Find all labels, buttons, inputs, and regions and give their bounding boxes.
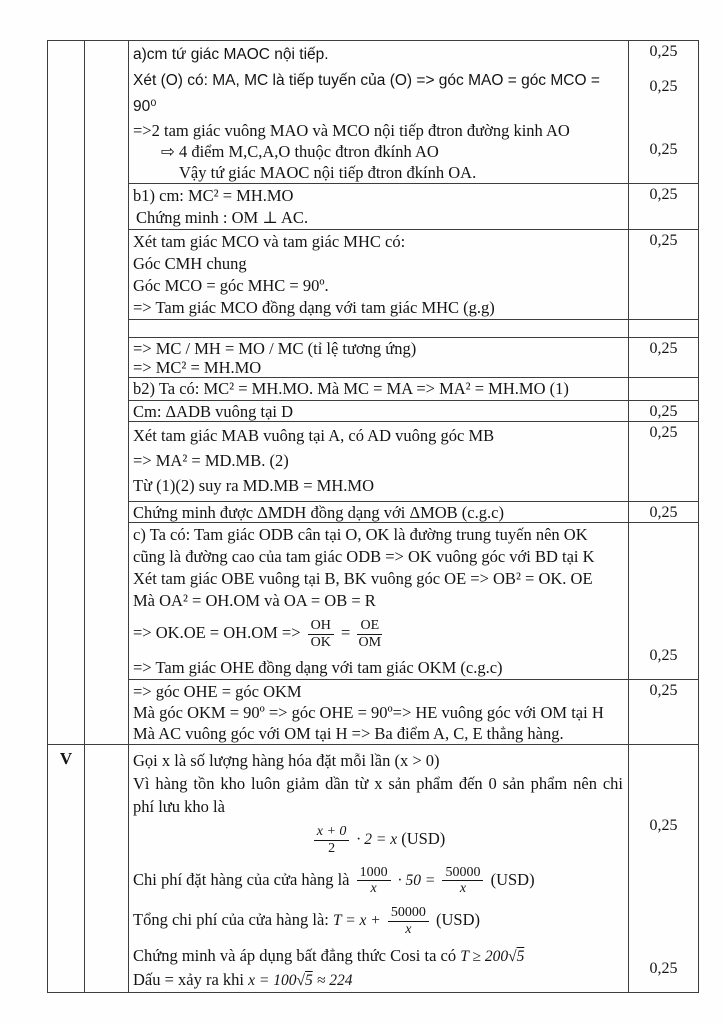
table-row-spacer	[129, 320, 698, 338]
score-cell	[629, 41, 698, 183]
fraction-numerator: OE	[357, 618, 382, 635]
score-cell	[629, 680, 698, 744]
equals-sign: =	[341, 622, 351, 642]
content-cell	[129, 41, 629, 183]
fraction	[388, 905, 429, 937]
answer-line: Gọi x là số lượng hàng hóa đặt mỗi lần (x > 0)	[133, 751, 440, 771]
formula-expression: x = 100√	[248, 972, 306, 990]
table-row-mdh	[129, 502, 698, 523]
table-row-b2	[129, 378, 698, 401]
square-root-radicand: 5	[516, 948, 525, 966]
table-row-mco	[129, 230, 698, 320]
formula-prefix: Chứng minh và áp dụng bất đẳng thức Cosi ta có	[133, 946, 457, 966]
table-row-ohe	[129, 680, 698, 744]
answer-line: Vì hàng tồn kho luôn giảm dần từ x sản phẩm đến 0 sản phẩm nên chi	[133, 774, 623, 794]
answer-line: Xét tam giác OBE vuông tại B, BK vuông góc OE => OB² = OK. OE	[133, 569, 593, 588]
score-cell	[629, 401, 698, 421]
answer-line: Cm: ΔADB vuông tại D	[133, 402, 294, 421]
score-value: 0,25	[649, 340, 678, 357]
answer-line	[133, 968, 623, 992]
question-number-cell	[48, 41, 85, 744]
section-iv-band	[48, 41, 698, 744]
score-value: 0,25	[649, 141, 678, 158]
answer-line: Xét tam giác MAB vuông tại A, có AD vuông góc MB	[133, 426, 495, 445]
score-cell	[629, 523, 698, 679]
score-cell	[629, 320, 698, 337]
formula-expression: · 2 = x	[356, 831, 398, 849]
sub-index-cell	[85, 745, 129, 992]
answer-line: Xét (O) có: MA, MC là tiếp tuyến của (O) => góc MAO = góc MCO = 90⁰	[133, 72, 600, 115]
table-row-adb	[129, 401, 698, 422]
fraction-numerator: 50000	[442, 865, 483, 882]
answer-line: Chứng minh : OM ⊥ AC.	[136, 208, 309, 227]
formula-line-total-cost	[133, 904, 623, 938]
content-cell	[129, 378, 629, 400]
answer-line: phí lưu kho là	[133, 797, 225, 817]
fraction-numerator: 1000	[357, 865, 391, 882]
formula-expression: T ≥ 200√	[460, 948, 517, 966]
score-cell	[629, 338, 698, 377]
score-cell	[629, 422, 698, 501]
score-cell	[629, 502, 698, 522]
score-value: 0,25	[649, 817, 678, 835]
score-value: 0,25	[649, 232, 678, 249]
content-cell	[129, 422, 629, 501]
score-value: 0,25	[649, 960, 678, 978]
content-cell	[129, 680, 629, 744]
fraction-denominator: 2	[328, 841, 336, 857]
formula-line-storage-cost	[133, 823, 623, 857]
answer-line: Từ (1)(2) suy ra MD.MB = MH.MO	[133, 476, 374, 495]
fraction	[442, 865, 483, 897]
answer-line: Mà góc OKM = 90º => góc OHE = 90º=> HE vuông góc với OM tại H	[133, 703, 604, 723]
answer-line: b2) Ta có: MC² = MH.MO. Mà MC = MA => MA² = MH.MO (1)	[133, 379, 569, 398]
answer-line: cũng là đường cao của tam giác ODB => OK vuông góc với BD tại K	[133, 547, 595, 566]
score-value: 0,25	[649, 78, 678, 95]
table-row-ratio	[129, 338, 698, 378]
fraction-denominator: OK	[310, 634, 331, 650]
formula-prefix: Dấu = xảy ra khi	[133, 970, 245, 990]
formula-prefix: Tổng chi phí của cửa hàng là:	[133, 909, 329, 929]
table-row-mab	[129, 422, 698, 502]
content-cell	[129, 184, 629, 229]
fraction-numerator: x + 0	[314, 824, 350, 841]
formula-unit: (USD)	[490, 869, 535, 889]
answer-line: Góc MCO = góc MHC = 90º.	[133, 276, 329, 295]
content-cell	[129, 230, 629, 319]
score-cell	[629, 745, 698, 992]
score-cell	[629, 184, 698, 229]
answer-line: => Tam giác MCO đồng dạng với tam giác MHC (g.g)	[133, 298, 495, 317]
answer-table	[47, 40, 699, 993]
section-v-band	[48, 744, 698, 992]
score-value: 0,25	[649, 504, 678, 521]
question-number: V	[59, 749, 73, 769]
formula-unit: (USD)	[401, 829, 446, 849]
answer-line: ⇨ 4 điểm M,C,A,O thuộc đtron đkính AO	[161, 142, 439, 161]
score-cell	[629, 230, 698, 319]
fraction	[357, 618, 382, 650]
content-cell	[129, 401, 629, 421]
formula-prefix: => OK.OE = OH.OM =>	[133, 622, 301, 642]
fraction-numerator: 50000	[388, 905, 429, 922]
answer-line: Mà OA² = OH.OM và OA = OB = R	[133, 591, 376, 610]
fraction-denominator: x	[459, 881, 467, 897]
answer-rows	[129, 41, 698, 744]
content-cell	[129, 745, 629, 992]
fraction-denominator: OM	[358, 634, 382, 650]
fraction-denominator: x	[370, 881, 377, 897]
answer-line: Vậy tứ giác MAOC nội tiếp đtron đkính OA.	[179, 163, 477, 182]
formula-unit: (USD)	[436, 909, 481, 929]
answer-line: b1) cm: MC² = MH.MO	[133, 186, 294, 205]
fraction-denominator: x	[405, 921, 412, 937]
answer-line: a)cm tứ giác MAOC nội tiếp.	[133, 46, 329, 63]
answer-line	[133, 944, 623, 968]
answer-line: Chứng minh được ΔMDH đồng dạng với ΔMOB (c.g.c)	[133, 503, 504, 522]
score-value: 0,25	[649, 403, 678, 420]
score-value: 0,25	[649, 424, 678, 441]
fraction	[357, 865, 391, 897]
score-value: 0,25	[649, 186, 678, 203]
answer-line: Góc CMH chung	[133, 254, 247, 273]
answer-line: =>2 tam giác vuông MAO và MCO nội tiếp đtron đường kinh AO	[133, 121, 570, 140]
formula-expression: ≈ 224	[316, 972, 353, 990]
table-row-c	[129, 523, 698, 680]
fraction	[314, 824, 350, 856]
table-row-b1	[129, 184, 698, 230]
formula-prefix: Chi phí đặt hàng của cửa hàng là	[133, 869, 350, 889]
answer-line: => Tam giác OHE đồng dạng với tam giác OKM (c.g.c)	[133, 658, 503, 678]
formula-line	[133, 617, 623, 651]
answer-line: => góc OHE = góc OKM	[133, 682, 302, 702]
score-value: 0,25	[649, 647, 678, 665]
content-cell	[129, 523, 629, 679]
score-value: 0,25	[649, 682, 678, 700]
answer-line: => MC / MH = MO / MC (tỉ lệ tương ứng)	[133, 339, 417, 358]
formula-expression: T = x +	[333, 911, 381, 929]
answer-line: Mà AC vuông góc với OM tại H => Ba điểm A, C, E thẳng hàng.	[133, 724, 564, 744]
answer-line: => MC² = MH.MO	[133, 358, 262, 377]
table-row-a	[129, 41, 698, 184]
answer-line: Xét tam giác MCO và tam giác MHC có:	[133, 232, 406, 251]
content-cell	[129, 338, 629, 377]
sub-index-cell	[85, 41, 129, 744]
formula-expression: · 50 =	[397, 871, 436, 889]
content-cell	[129, 502, 629, 522]
answer-line: c) Ta có: Tam giác ODB cân tại O, OK là đường trung tuyến nên OK	[133, 525, 588, 544]
fraction	[308, 618, 334, 650]
answer-line: => MA² = MD.MB. (2)	[133, 451, 289, 470]
content-cell	[129, 320, 629, 337]
square-root-radicand: 5	[305, 972, 313, 990]
formula-line-order-cost	[133, 864, 623, 898]
score-cell	[629, 378, 698, 400]
question-number-cell	[48, 745, 85, 992]
score-value: 0,25	[649, 43, 678, 60]
fraction-numerator: OH	[308, 618, 334, 635]
